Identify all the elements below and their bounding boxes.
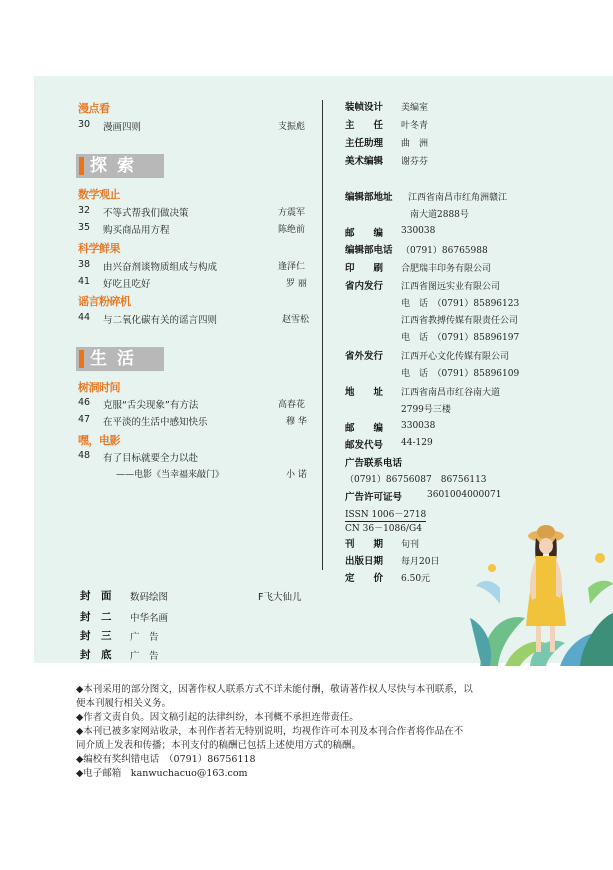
toc-num: 38 bbox=[78, 259, 91, 270]
section-header-manhua: 漫点看 bbox=[78, 102, 110, 115]
toc-num: 35 bbox=[78, 222, 91, 233]
ad-license: 3601004000071 bbox=[427, 490, 502, 500]
toc-title[interactable]: 在平淡的生活中感知快乐 bbox=[103, 417, 208, 428]
editorial-address-label: 编辑部地址 bbox=[345, 192, 393, 203]
big-section-shenghuo: 生活 bbox=[76, 347, 164, 371]
footnote-line: 同介质上发表和传播；本刊支付的稿酬已包括上述使用方式的稿酬。 bbox=[76, 740, 362, 751]
postcode-label: 邮 编 bbox=[345, 228, 384, 239]
postcode2: 330038 bbox=[401, 421, 436, 431]
mail-code: 44-129 bbox=[401, 438, 433, 448]
staff-value: 曲 洲 bbox=[401, 139, 429, 149]
toc-title[interactable]: 不等式帮我们做决策 bbox=[103, 208, 189, 219]
ad-phone-label: 广告联系电话 bbox=[345, 458, 403, 469]
toc-title[interactable]: 与二氧化碳有关的谣言四则 bbox=[103, 315, 218, 326]
toc-title[interactable]: 克服“舌尖现象”有方法 bbox=[103, 400, 199, 411]
cn-number: CN 36－1086/G4 bbox=[345, 524, 422, 534]
footnote-email[interactable]: ◆电子邮箱 kanwuchacuo@163.com bbox=[76, 768, 248, 779]
toc-subtitle: ——电影《当幸福来敲门》 bbox=[116, 470, 225, 480]
toc-author: 方震军 bbox=[278, 208, 306, 218]
issn: ISSN 1006－2718 bbox=[345, 507, 426, 522]
cover-value: 广 告 bbox=[130, 632, 159, 643]
editorial-address-2: 南大道2888号 bbox=[410, 210, 469, 220]
pub-date: 每月20日 bbox=[401, 557, 440, 567]
address: 江西省南昌市红谷南大道 bbox=[401, 388, 501, 398]
cover-label: 封 二 bbox=[80, 611, 112, 623]
toc-title[interactable]: 好吃且吃好 bbox=[103, 279, 151, 290]
postcode2-label: 邮 编 bbox=[345, 423, 384, 434]
printer: 合肥瑞丰印务有限公司 bbox=[401, 264, 492, 274]
postcode: 330038 bbox=[401, 226, 436, 236]
toc-num: 48 bbox=[78, 450, 91, 461]
girl-plant-illustration bbox=[470, 518, 613, 666]
address-label: 地 址 bbox=[345, 387, 384, 398]
big-section-tansuo: 探索 bbox=[76, 154, 164, 178]
toc-num: 46 bbox=[78, 397, 91, 408]
toc-author: 罗 丽 bbox=[286, 279, 307, 289]
toc-title[interactable]: 由兴奋剂谈物质组成与构成 bbox=[103, 262, 218, 273]
cover-label: 封 三 bbox=[80, 630, 112, 642]
footnote-line: ◆本刊已被多家网站收录，本刊作者若无特别说明，均视作许可本刊及本刊合作者将作品在不 bbox=[76, 726, 464, 737]
period: 旬刊 bbox=[401, 540, 420, 550]
pub-date-label: 出版日期 bbox=[345, 556, 384, 567]
staff-value: 叶冬青 bbox=[401, 121, 429, 131]
footnote-line: 便本刊履行相关义务。 bbox=[76, 698, 172, 709]
staff-value: 谢芬芬 bbox=[401, 157, 429, 167]
staff-label: 装帧设计 bbox=[345, 102, 384, 113]
footnote-line: ◆编校有奖纠错电话 （0791）86756118 bbox=[76, 754, 256, 765]
printer-label: 印 刷 bbox=[345, 263, 384, 274]
foreign: 江西开心文化传媒有限公司 bbox=[401, 352, 510, 362]
toc-author: 小 诺 bbox=[286, 470, 307, 480]
staff-label: 美术编辑 bbox=[345, 156, 384, 167]
period-label: 刊 期 bbox=[345, 539, 384, 550]
foreign-phone: 电 话 （0791）85896109 bbox=[401, 369, 520, 379]
toc-author: 高春花 bbox=[278, 400, 306, 410]
cover-author: F飞大仙儿 bbox=[258, 592, 302, 603]
domestic-2: 江西省教搏传媒有限责任公司 bbox=[401, 316, 519, 326]
footnote-line: ◆作者文责自负。因文稿引起的法律纠纷，本刊概不承担连带责任。 bbox=[76, 712, 359, 723]
section-header-shudong: 树洞时间 bbox=[78, 381, 120, 394]
editorial-address: 江西省南昌市红角洲赣江 bbox=[408, 193, 508, 203]
footnote-line: ◆本刊采用的部分图文，因著作权人联系方式不详未能付酬，敬请著作权人尽快与本刊联系，以 bbox=[76, 684, 473, 695]
section-header-yaoyan: 谣言粉碎机 bbox=[78, 295, 131, 308]
ad-license-label: 广告许可证号 bbox=[345, 492, 403, 503]
toc-author: 赵雪松 bbox=[282, 315, 310, 325]
section-header-shuxue: 数学观止 bbox=[78, 188, 120, 201]
staff-value: 美编室 bbox=[401, 103, 429, 113]
address-2: 2799号三楼 bbox=[401, 405, 451, 415]
price-label: 定 价 bbox=[345, 573, 384, 584]
toc-author: 穆 华 bbox=[286, 417, 307, 427]
domestic-1-phone: 电 话 （0791）85896123 bbox=[401, 299, 520, 309]
staff-label: 主任助理 bbox=[345, 138, 384, 149]
column-divider bbox=[322, 100, 323, 570]
price: 6.50元 bbox=[401, 574, 431, 584]
cover-value: 广 告 bbox=[130, 651, 159, 662]
toc-title[interactable]: 漫画四则 bbox=[103, 122, 142, 133]
cover-label: 封 面 bbox=[80, 590, 112, 602]
domestic-2-phone: 电 话 （0791）85896197 bbox=[401, 333, 520, 343]
toc-num: 41 bbox=[78, 276, 91, 287]
toc-title[interactable]: 购买商品用方程 bbox=[103, 225, 170, 236]
toc-num: 44 bbox=[78, 312, 91, 323]
toc-num: 30 bbox=[78, 119, 91, 130]
cover-value: 中华名画 bbox=[130, 613, 169, 624]
toc-num: 47 bbox=[78, 414, 91, 425]
toc-num: 32 bbox=[78, 205, 91, 216]
mail-code-label: 邮发代号 bbox=[345, 440, 384, 451]
ad-phone: （0791）86756087 86756113 bbox=[345, 475, 487, 485]
toc-title[interactable]: 有了目标就要全力以赴 bbox=[103, 453, 199, 464]
section-header-kexue: 科学鲜果 bbox=[78, 242, 120, 255]
toc-author: 陈绝前 bbox=[278, 225, 306, 235]
foreign-label: 省外发行 bbox=[345, 351, 384, 362]
domestic-label: 省内发行 bbox=[345, 281, 384, 292]
domestic-1: 江西省图远实业有限公司 bbox=[401, 282, 501, 292]
toc-author: 支振彪 bbox=[278, 122, 306, 132]
editorial-phone-label: 编辑部电话 bbox=[345, 245, 393, 256]
cover-value: 数码绘图 bbox=[130, 592, 169, 603]
cover-label: 封 底 bbox=[80, 649, 112, 661]
toc-author: 逢泽仁 bbox=[278, 262, 306, 272]
section-header-dianying: 嘿，电影 bbox=[78, 434, 120, 447]
editorial-phone: （0791）86765988 bbox=[401, 246, 488, 256]
staff-label: 主 任 bbox=[345, 120, 384, 131]
